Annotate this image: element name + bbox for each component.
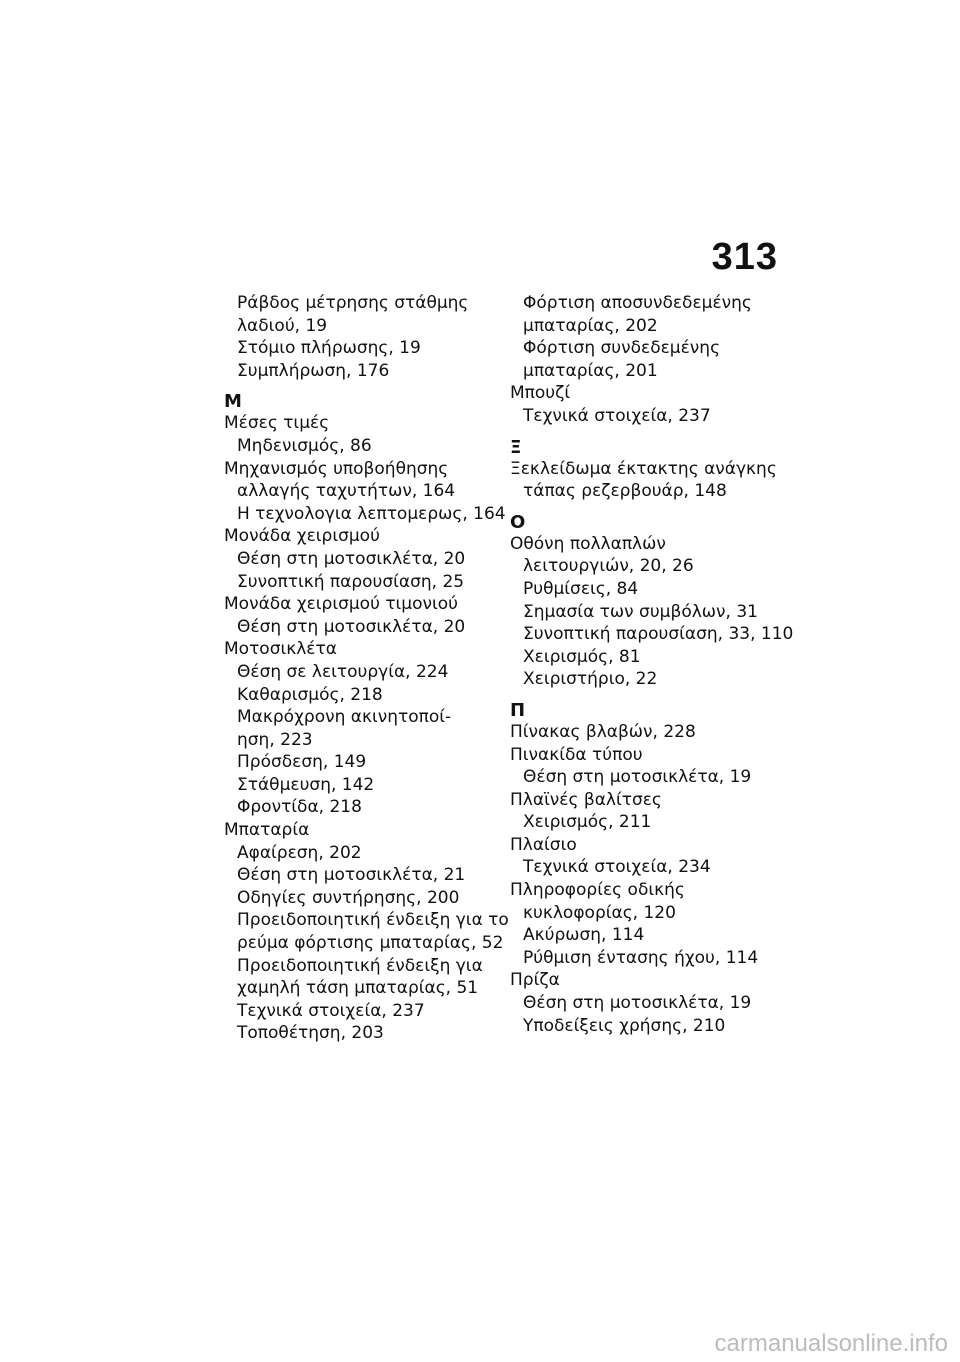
index-subentry: Θέση στη μοτοσικλέτα, 20 <box>237 616 466 637</box>
index-subentry: Ακύρωση, 114 <box>523 925 645 946</box>
index-subentry: Θέση σε λειτουργία, 224 <box>237 661 449 682</box>
page-number: 313 <box>711 236 778 278</box>
index-subentry: Φόρτιση συνδεδεμένης <box>523 338 721 359</box>
index-subentry: Θέση στη μοτοσικλέτα, 21 <box>237 865 466 886</box>
index-subentry: Οδηγίες συντήρησης, 200 <box>237 887 460 908</box>
index-subentry: Τεχνικά στοιχεία, 237 <box>523 405 711 426</box>
index-entry: Πινακίδα τύπου <box>510 744 643 765</box>
index-subentry: Συνοπτική παρουσίαση, 25 <box>237 571 465 592</box>
index-subentry: Θέση στη μοτοσικλέτα, 19 <box>523 993 752 1014</box>
index-subentry: Ράβδος μέτρησης στάθμης <box>237 293 469 313</box>
index-subentry: Προειδοποιητική ένδειξη για <box>237 955 483 976</box>
index-entry: Πρίζα <box>510 970 560 991</box>
section-letter: Ξ <box>510 436 522 458</box>
index-subentry: ηση, 223 <box>237 729 313 750</box>
section-letter: Μ <box>224 391 242 413</box>
index-subentry: αλλαγής ταχυτήτων, 164 <box>237 481 456 502</box>
index-subentry: Ρυθμίσεις, 84 <box>523 578 639 599</box>
index-subentry: χαμηλή τάση μπαταρίας, 51 <box>237 978 479 999</box>
section-letter: Ο <box>510 511 526 533</box>
index-subentry: Μηδενισμός, 86 <box>237 435 372 456</box>
section-letter: Π <box>510 699 526 721</box>
index-subentry: Στόμιο πλήρωσης, 19 <box>237 338 421 359</box>
index-subentry: κυκλοφορίας, 120 <box>523 902 676 923</box>
index-subentry: Υποδείξεις χρήσης, 210 <box>523 1015 726 1036</box>
index-entry: Μονάδα χειρισμού <box>224 526 380 547</box>
index-subentry: Φροντίδα, 218 <box>237 797 362 818</box>
index-subentry: μπαταρίας, 201 <box>523 360 658 381</box>
index-entry: Μονάδα χειρισμού τιμονιού <box>224 594 459 615</box>
index-subentry: Φόρτιση αποσυνδεδεμένης <box>523 293 752 313</box>
index-subentry: Τεχνικά στοιχεία, 234 <box>523 857 711 878</box>
index-entry: Μέσες τιμές <box>224 413 330 434</box>
index-entry: Πίνακας βλαβών, 228 <box>510 721 696 742</box>
watermark[interactable]: carmanualsonline.info <box>714 1330 948 1357</box>
index-subentry: Χειριστήριο, 22 <box>523 669 658 690</box>
index-subentry: Στάθμευση, 142 <box>237 774 375 795</box>
index-subentry: λαδιού, 19 <box>237 315 328 336</box>
index-subentry: Προειδοποιητική ένδειξη για το <box>237 910 509 931</box>
index-entry: Μπαταρία <box>224 820 310 841</box>
index-subentry: μπαταρίας, 202 <box>523 315 658 336</box>
index-subentry: Θέση στη μοτοσικλέτα, 19 <box>523 767 752 788</box>
index-subentry: Χειρισμός, 211 <box>523 812 652 833</box>
index-entry: Μπουζί <box>510 383 571 404</box>
index-entry: Ξεκλείδωμα έκτακτης ανάγκης <box>510 458 777 479</box>
index-subentry: ρεύμα φόρτισης μπαταρίας, 52 <box>237 933 504 954</box>
index-entry: Πλαϊνές βαλίτσες <box>510 789 662 810</box>
index-subentry: Καθαρισμός, 218 <box>237 684 383 705</box>
index-entry: Πλαίσιο <box>510 834 577 855</box>
index-subentry: τάπας ρεζερβουάρ, 148 <box>523 481 727 502</box>
index-entry: Οθόνη πολλαπλών <box>510 533 666 554</box>
index-entry: Πληροφορίες οδικής <box>510 880 685 901</box>
index-subentry: Σημασία των συμβόλων, 31 <box>523 601 758 622</box>
index-entry: Μοτοσικλέτα <box>224 639 337 660</box>
index-subentry: Αφαίρεση, 202 <box>237 842 362 863</box>
index-subentry: Τοποθέτηση, 203 <box>237 1023 384 1044</box>
index-column-left <box>224 292 509 1045</box>
index-subentry: Συνοπτική παρουσίαση, 33, 110 <box>523 624 794 645</box>
index-subentry: Ρύθμιση έντασης ήχου, 114 <box>523 947 759 968</box>
index-subentry: Θέση στη μοτοσικλέτα, 20 <box>237 548 466 569</box>
index-subentry: Συμπλήρωση, 176 <box>237 360 390 381</box>
index-subentry: λειτουργιών, 20, 26 <box>523 556 694 577</box>
index-entry: Μηχανισμός υποβοήθησης <box>224 458 449 479</box>
index-subentry: Χειρισμός, 81 <box>523 646 641 667</box>
index-column-right <box>510 292 794 1037</box>
index-subentry: Μακρόχρονη ακινητοποί- <box>237 707 452 728</box>
index-subentry: Η τεχνολογια λεπτομερως, 164 <box>237 503 506 524</box>
index-subentry: Πρόσδεση, 149 <box>237 752 367 773</box>
index-subentry: Τεχνικά στοιχεία, 237 <box>237 1000 425 1021</box>
